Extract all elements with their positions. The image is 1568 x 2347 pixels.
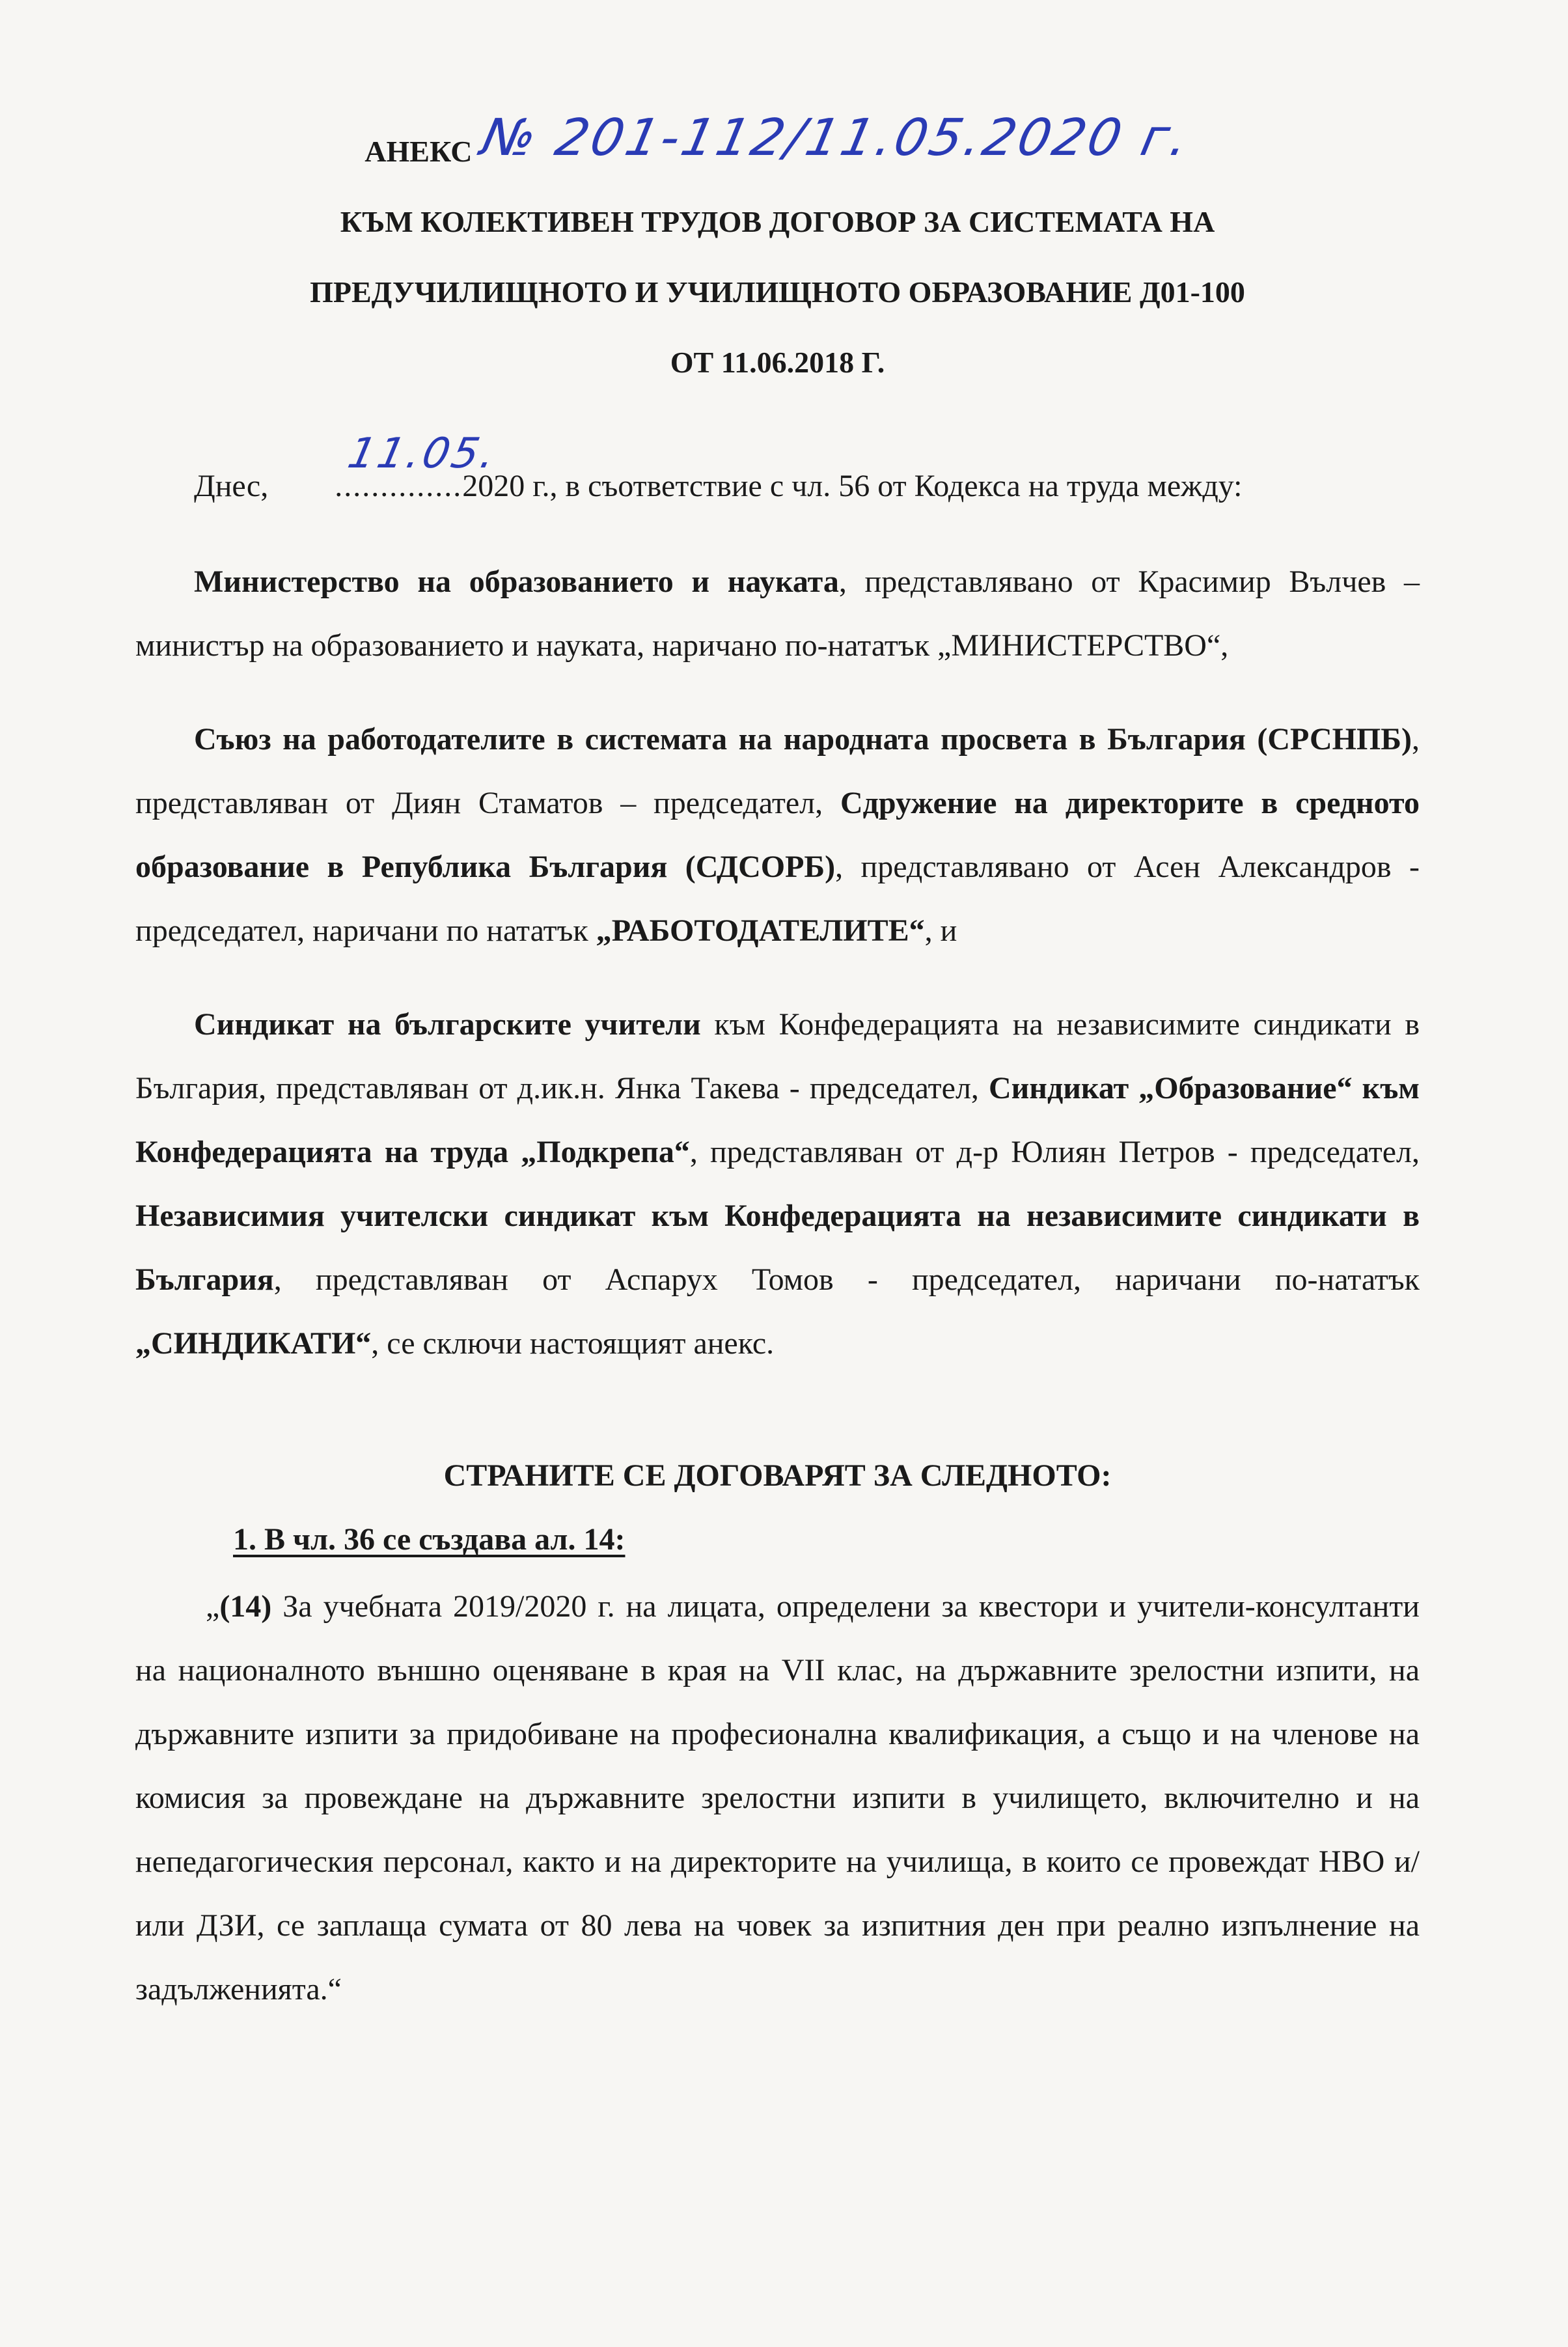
agreement-heading: СТРАНИТЕ СЕ ДОГОВАРЯТ ЗА СЛЕДНОТО: xyxy=(443,1458,1112,1493)
date-suffix: 2020 г., в съответствие с чл. 56 от Кодекса на труда между: xyxy=(462,469,1243,503)
date-fill xyxy=(276,430,502,519)
title-line-1: КЪМ КОЛЕКТИВЕН ТРУДОВ ДОГОВОР ЗА СИСТЕМАТА НА xyxy=(340,205,1215,238)
party-ministry xyxy=(135,550,1420,678)
party-unions xyxy=(135,993,1420,1376)
annex-title xyxy=(135,109,1420,187)
ministry-text: , представлявано от Красимир Вълчев – министър на образованието и науката, наричано по-нататък „МИНИСТЕРСТВО“, xyxy=(135,564,1420,663)
teachers-union-name: Синдикат на българските учители xyxy=(194,1007,701,1042)
employers-union-text: , представляван от Диян Стаматов – председател, xyxy=(135,722,1420,820)
item-1-label: (14) xyxy=(219,1589,272,1624)
education-union-name: Синдикат „Образование“ към Конфедерацията на труда „Подкрепа“ xyxy=(135,1071,1420,1169)
directors-assoc-text: , представлявано от Асен Александров - председател, наричани по нататък xyxy=(135,850,1420,948)
independent-union-name: Независимия учителски синдикат към Конфедерацията на независимите синдикати в България xyxy=(135,1199,1420,1297)
party-employers xyxy=(135,708,1420,963)
document-page xyxy=(0,109,1568,2347)
independent-union-text: , представляван от Аспарух Томов - председател, наричани по-нататък xyxy=(273,1262,1420,1297)
ministry-name: Министерство на образованието и науката xyxy=(194,564,839,599)
title-line-3: ОТ 11.06.2018 Г. xyxy=(670,346,885,379)
teachers-union-text: към Конфедерацията на независимите синдикати в България, представляван от д.ик.н. Янка Такева - председател, xyxy=(135,1007,1420,1105)
unions-label: „СИНДИКАТИ“ xyxy=(135,1326,372,1361)
title-line-2: ПРЕДУЧИЛИЩНОТО И УЧИЛИЩНОТО ОБРАЗОВАНИЕ Д01-100 xyxy=(310,275,1245,309)
directors-assoc-name: Сдружение на директорите в средното образование в Република България (СДСОРБ) xyxy=(135,786,1420,884)
item-1-text xyxy=(135,1575,1420,2021)
item-1-body: За учебната 2019/2020 г. на лицата, определени за квестори и учители-консултанти на националното външно оценяване в края на VII клас, на държавните зрелостни изпити, на държавните изпити за придобиване на професионална квалификация, а също и на членове на комисия за провеждане на държавните зрелостни изпити в училището, включително и на непедагогическия персонал, както и на директорите на училища, в които се провеждат НВО и/или ДЗИ, се заплаща сумата от 80 лева на човек за изпитния ден при реално изпълнение на задълженията.“ xyxy=(135,1589,1420,2007)
annex-label: АНЕКС xyxy=(364,135,473,168)
handwritten-date: 11.05. xyxy=(344,430,502,478)
item-1-title: 1. В чл. 36 се създава ал. 14: xyxy=(233,1522,626,1557)
date-dots: .............. xyxy=(335,469,463,503)
employers-tail: , и xyxy=(924,913,957,948)
unions-tail: , се сключи настоящият анекс. xyxy=(371,1326,775,1361)
employers-label: „РАБОТОДАТЕЛИТЕ“ xyxy=(596,913,925,948)
date-prefix: Днес, xyxy=(194,469,277,503)
date-line xyxy=(135,430,1420,519)
education-union-text: , представляван от д-р Юлиян Петров - председател, xyxy=(689,1135,1420,1169)
item-1-open-quote: „ xyxy=(206,1589,220,1624)
employers-union-name: Съюз на работодателите в системата на народната просвета в България (СРСНПБ) xyxy=(194,722,1412,757)
handwritten-annex-number: № 201-112/11.05.2020 г. xyxy=(476,109,1197,167)
